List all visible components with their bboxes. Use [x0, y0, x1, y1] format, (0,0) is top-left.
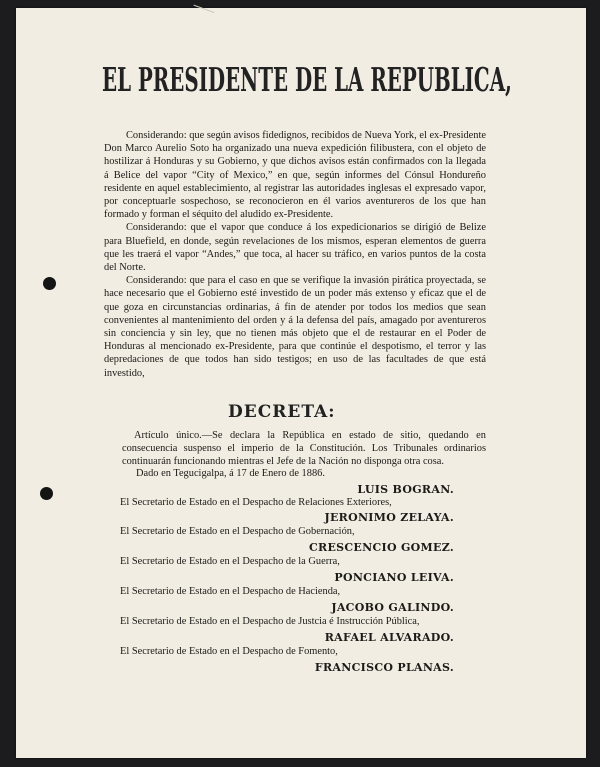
secretary-label-fomento: El Secretario de Estado en el Despacho de Fomento,	[120, 646, 338, 657]
signature-gobernacion: CRESCENCIO GOMEZ.	[308, 541, 454, 554]
fold-crease	[189, 5, 214, 25]
secretary-label-guerra: El Secretario de Estado en el Despacho de la Guerra,	[120, 556, 340, 567]
considerando-paragraph: Considerando: que el vapor que conduce á los expedicionarios se dirigió de Belize para Bluefield, en donde, según revelaciones de los mismos, esperan elementos de guerra que les traerá el vapor “Andes,” que toca, al hacer su tráfico, en varios puntos de la costa del Norte.	[104, 222, 486, 274]
document-title: EL PRESIDENTE DE LA REPUBLICA,	[102, 60, 512, 99]
secretary-label-relaciones: El Secretario de Estado en el Despacho de Relaciones Exteriores,	[120, 497, 392, 508]
date-place-line: Dado en Tegucigalpa, á 17 de Enero de 1886.	[136, 468, 325, 479]
secretary-label-justicia: El Secretario de Estado en el Despacho de Justcia é Instrucción Pública,	[120, 616, 420, 627]
decreta-heading: DECRETA:	[228, 402, 336, 422]
signature-president: LUIS BOGRAN.	[357, 483, 454, 496]
secretary-label-gobernacion: El Secretario de Estado en el Despacho de Gobernación,	[120, 526, 355, 537]
considerandos-body	[104, 129, 486, 380]
punch-hole-top	[43, 277, 56, 290]
punch-hole-bottom	[40, 487, 53, 500]
considerando-paragraph: Considerando: que para el caso en que se verifique la invasión pirática proyectada, se hace necesario que el Gobierno esté investido de un poder más extenso y eficaz que el de que goza en circunstancias ordinarias, á fin de atender por todos los medios que sean convenientes al mantenimiento del orden y á la defensa del país, amagado por aventureros sin conciencia y sin ley, que no tienen más objeto que el de restaurar en el Poder de Honduras al mencionado ex-Presidente, para que continúe el despotismo, el terror y las depredaciones de que todos han sido testigos; en uso de las facultades de que está investido,	[104, 275, 486, 379]
document-page	[16, 8, 586, 758]
signature-justicia: RAFAEL ALVARADO.	[324, 631, 454, 644]
signature-hacienda: JACOBO GALINDO.	[331, 601, 454, 614]
signature-guerra: PONCIANO LEIVA.	[334, 571, 454, 584]
articulo-unico	[122, 429, 486, 469]
considerando-paragraph: Considerando: que según avisos fidedignos, recibidos de Nueva York, el ex-Presidente Don Marco Aurelio Soto ha organizado una nueva expedición filibustera, con el objeto de hostilizar á Honduras y su Gobierno, y que dichos avisos están confirmados con la llegada á Belice del vapor “City of Mexico,” en que, según informes del Cónsul Hondureño residente en aquel establecimiento, al registrar las autoridades inglesas el expresado vapor, por conceptuarle sospechoso, se reconocieron en él varios aventureros de los que han formado y forman el séquito del aludido ex-Presidente.	[104, 130, 486, 221]
secretary-label-hacienda: El Secretario de Estado en el Despacho de Hacienda,	[120, 586, 341, 597]
signature-relaciones: JERONIMO ZELAYA.	[324, 511, 454, 524]
signature-fomento: FRANCISCO PLANAS.	[314, 661, 454, 674]
articulo-text: Artículo único.—Se declara la República en estado de sitio, quedando en consecuencia suspenso el imperio de la Constitución. Los Tribunales ordinarios continuarán funcionando mientras el Jefe de la Nación no disponga otra cosa.	[122, 430, 486, 468]
